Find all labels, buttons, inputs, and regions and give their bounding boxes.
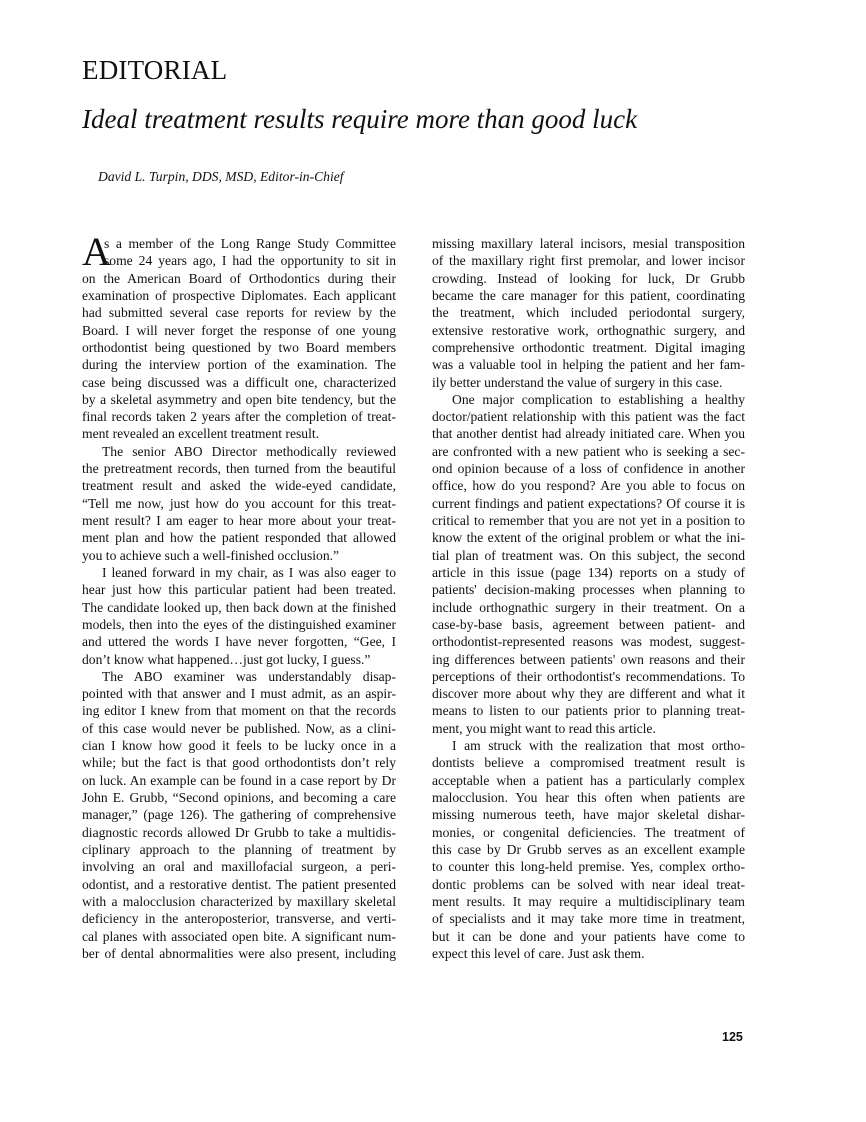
text-line: John E. Grubb, “Second opinions, and becoming a care [82,790,396,805]
text-line: odontist, and a restorative dentist. The patient presented [82,876,396,892]
text-line: cal planes with associated open bite. A significant num- [82,928,396,944]
text-line: and uttered the words I have never forgotten, “Gee, I [82,634,396,650]
text-line: ment result? I am eager to hear more about your treat- [82,513,396,528]
text-line: tial plan of treatment was. On this subject, the second [432,547,745,563]
text-line: involving an oral and maxillofacial surgeon, a peri- [82,859,396,875]
text-line: ond opinion because of a loss of confidence in another [432,461,745,477]
paragraph [432,235,745,391]
text-line: the pretreatment records, then turned from the beautiful [82,461,396,477]
text-line: know the extent of the original problem or what the ini- [432,530,745,546]
text-line: dontic problems can be solved with near ideal treat- [432,876,745,892]
text-line: examination of prospective Diplomates. Each applicant [82,287,396,303]
text-line: ciplinary approach to the planning of treatment by [82,841,396,857]
right-column [432,235,745,962]
text-line: you to achieve such a well-finished occlusion.” [82,547,340,563]
text-line: The senior ABO Director methodically reviewed [102,443,396,459]
paragraph [82,443,396,564]
text-line: some 24 years ago, I had the opportunity to sit in [104,253,396,269]
text-line: to counter this long-held premise. Yes, complex ortho- [432,859,745,875]
text-line: manager,” (page 126). The gathering of comprehensive [82,807,396,823]
text-line: doctor/patient relationship with this patient was the fact [432,409,745,425]
text-line: acceptable when a patient has a particularly complex [432,772,745,788]
text-line: One major complication to establishing a healthy [452,391,745,407]
text-line: don’t know what happened…just got lucky, I guess.” [82,651,371,667]
text-line: “Tell me now, just how do you account for this treat- [82,495,396,511]
text-line: by a skeletal asymmetry and open bite tendency, but the [82,391,396,407]
text-line: ment results. It may require a multidisciplinary team [432,893,745,909]
text-line: was a valuable tool in helping the patient and her fam- [432,357,745,373]
text-line: current findings and patient expectations? Of course it is [432,495,745,511]
text-line: ing editor I knew from that moment on that the records [82,703,396,719]
text-line: article in this issue (page 134) reports on a study of [432,564,745,580]
text-line: patients' decision-making processes when planning to [432,582,745,598]
text-line: while; but the fact is that good orthodontists don’t rely [82,755,396,771]
text-line: comprehensive orthodontic treatment. Digital imaging [432,339,745,355]
text-line: models, then into the eyes of the distinguished examiner [82,616,396,632]
text-line: missing numerous teeth, have major skeletal dishar- [432,807,745,823]
text-line: office, how do you respond? Are you able to focus on [432,478,745,494]
text-line: this case by Dr Grubb serves as an excellent example [432,841,745,857]
text-line: deficiency in the anteroposterior, transverse, and verti- [82,911,396,927]
text-line: the treatment, which included periodontal surgery, [432,305,745,321]
section-label: EDITORIAL [82,55,228,85]
paragraph [82,668,396,962]
page-number: 125 [722,1030,743,1044]
text-line: orthodontist-represented reasons was modest, suggest- [432,634,745,650]
article-title: Ideal treatment results require more than good luck [82,104,638,134]
text-line: The candidate looked up, then back down at the finished [82,599,396,615]
text-line: Board. I will never forget the response of one young [82,322,396,338]
text-line: malocclusion. You hear this often when patients are [432,790,745,805]
text-line: ber of dental abnormalities were also present, including [82,945,396,961]
text-line: critical to remember that you are not yet in a position to [432,513,745,528]
text-line: final records taken 2 years after the completion of treat- [82,409,396,425]
text-line: of this case would never be published. Now, as a clini- [82,720,396,736]
text-line: means to listen to our patients prior to planning treat- [432,703,745,719]
text-line: extensive restorative work, orthognathic surgery, and [432,322,745,338]
text-line: orthodontist being questioned by two Board members [82,339,396,355]
text-line: pointed with that answer and I must admit, as an aspir- [82,686,396,702]
text-line: case being discussed was a difficult one, characterized [82,374,396,390]
text-line: ment, you might want to read this article. [432,720,656,736]
text-line: diagnostic records allowed Dr Grubb to take a multidis- [82,824,396,840]
text-line: I am struck with the realization that most ortho- [452,738,745,754]
author-byline: David L. Turpin, DDS, MSD, Editor-in-Chief [98,169,344,184]
text-line: I leaned forward in my chair, as I was also eager to [102,564,396,580]
text-line: include orthognathic surgery in their treatment. On a [432,599,745,615]
paragraph [432,391,745,737]
text-line: expect this level of care. Just ask them. [432,945,645,961]
text-line: on the American Board of Orthodontics during their [82,270,396,286]
text-line: monies, or congenital deficiencies. The treatment of [432,824,745,840]
paragraph [82,229,396,443]
text-line: The ABO examiner was understandably disap- [102,668,396,684]
paragraph [82,564,396,668]
text-line: during the interview portion of the examination. The [82,357,396,373]
text-line: with a malocclusion characterized by maxillary skeletal [82,893,396,909]
text-line: ment revealed an excellent treatment result. [82,426,320,442]
drop-cap: A [82,229,111,274]
left-column [82,229,396,962]
text-line: ily better understand the value of surgery in this case. [432,374,723,390]
text-line: discover more about why they are different and what it [432,686,745,702]
text-line: treatment result and asked the wide-eyed candidate, [82,478,396,494]
text-line: perceptions of their orthodontist's recommendations. To [432,668,745,684]
text-line: cian I know how good it feels to be lucky once in a [82,738,396,754]
text-line: s a member of the Long Range Study Committee [104,236,396,251]
text-line: case-by-base basis, agreement between patient- and [432,616,745,632]
text-line: of the maxillary right first premolar, and lower incisor [432,253,745,269]
text-line: ment plan and how the patient responded that allowed [82,530,396,546]
text-line: on luck. An example can be found in a case report by Dr [82,772,396,788]
text-line: had submitted several case reports for review by the [82,305,396,321]
paragraph [432,737,745,962]
text-line: of specialists and it may take more time in treatment, [432,911,745,927]
text-line: that another dentist had already initiated care. When you [432,426,745,442]
text-line: dontists believe a compromised treatment result is [432,755,745,771]
text-line: but it can be done and your patients have come to [432,928,745,944]
text-line: are confronted with a new patient who is seeking a sec- [432,443,745,459]
text-line: crowding. Instead of looking for luck, Dr Grubb [432,270,745,286]
text-line: became the care manager for this patient, coordinating [432,287,745,303]
text-line: missing maxillary lateral incisors, mesial transposition [432,236,745,251]
text-line: ing differences between patients' own reasons and their [432,651,745,667]
text-line: hear just how this particular patient had been treated. [82,582,396,598]
